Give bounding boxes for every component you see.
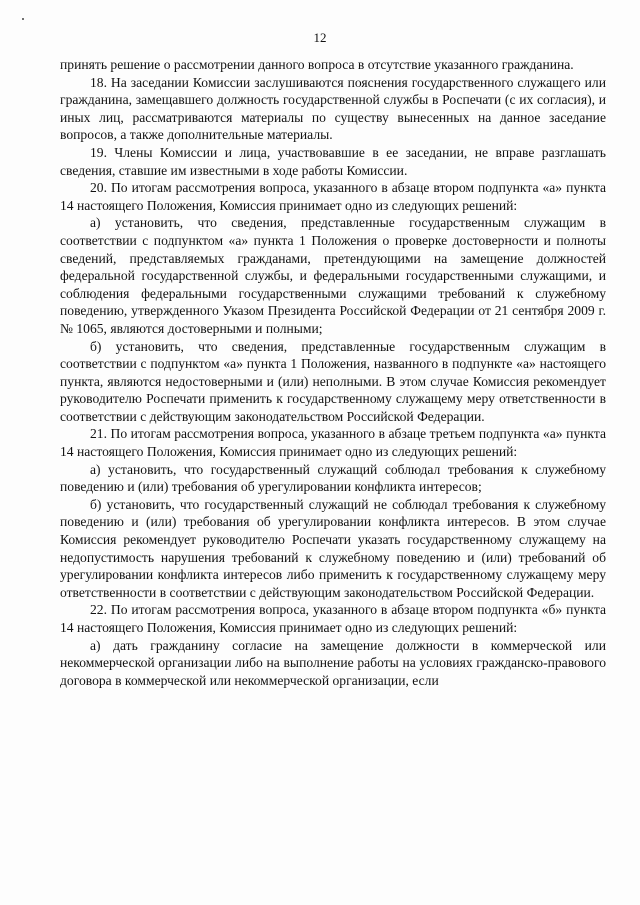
paragraph-item-18: 18. На заседании Комиссии заслушиваются пояснения государственного служащего или гражданина, замещавшего должность государственной службы в Роспечати (с их согласия), и иных лиц, рассматриваются материалы по существу вынесенных на данное заседание вопросов, а также дополнительные материалы. xyxy=(60,74,606,143)
paragraph-item-20: 20. По итогам рассмотрения вопроса, указанного в абзаце втором подпункта «а» пункта 14 настоящего Положения, Комиссия принимает одно из следующих решений: xyxy=(60,180,606,213)
paragraph-item-22a: а) дать гражданину согласие на замещение должности в коммерческой или некоммерческой организации либо на выполнение работы на условиях гражданско-правового договора в коммерческой или некоммерческой организации, если xyxy=(60,637,606,688)
paragraph-item-21a: а) установить, что государственный служащий соблюдал требования к служебному поведению и (или) требования об урегулировании конфликта интересов; xyxy=(60,461,606,495)
paragraph-continuation: принять решение о рассмотрении данного вопроса в отсутствие указанного гражданина. xyxy=(60,57,574,72)
paragraph-item-20b: б) установить, что сведения, представленные государственным служащим в соответствии с подпунктом «а» пункта 1 Положения, названного в подпункте «а» настоящего пункта, являются недостоверными и (или) неполными. В этом случае Комиссия рекомендует руководителю Роспечати применить к государственному служащему меру ответственности в соответствии с действующим законодательством Российской Федерации. xyxy=(60,338,606,424)
paragraph-item-20a: а) установить, что сведения, представленные государственным служащим в соответствии с подпунктом «а» пункта 1 Положения о проверке достоверности и полноты сведений, представляемых гражданами, претендующими на замещение должностей федеральной государственной службы, и федеральными государственными служащими, и соблюдения федеральными государственными служащими требований к служебному поведению, утвержденного Указом Президента Российской Федерации от 21 сентября 2009 г. № 1065, являются достоверными и полными; xyxy=(60,215,606,336)
paragraph-item-21b: б) установить, что государственный служащий не соблюдал требования к служебному поведению и (или) требования об урегулировании конфликта интересов. В этом случае Комиссия рекомендует руководителю Роспечати указать государственному служащему на недопустимость нарушения требований к служебному поведению и (или) требований об урегулировании конфликта интересов либо применить к государственному служащему меру ответственности в соответствии с действующим законодательством Российской Федерации. xyxy=(60,496,606,600)
page-number: 12 xyxy=(313,30,327,45)
paragraph-item-21: 21. По итогам рассмотрения вопроса, указанного в абзаце третьем подпункта «а» пункта 14 настоящего Положения, Комиссия принимает одно из следующих решений: xyxy=(60,426,606,460)
document-body xyxy=(60,56,606,689)
scan-artifact xyxy=(22,18,24,20)
paragraph-item-19: 19. Члены Комиссии и лица, участвовавшие в ее заседании, не вправе разглашать сведения, ставшие им известными в ходе работы Комиссии. xyxy=(60,144,606,178)
paragraph-item-22: 22. По итогам рассмотрения вопроса, указанного в абзаце втором подпункта «б» пункта 14 настоящего Положения, Комиссия принимает одно из следующих решений: xyxy=(60,602,606,635)
